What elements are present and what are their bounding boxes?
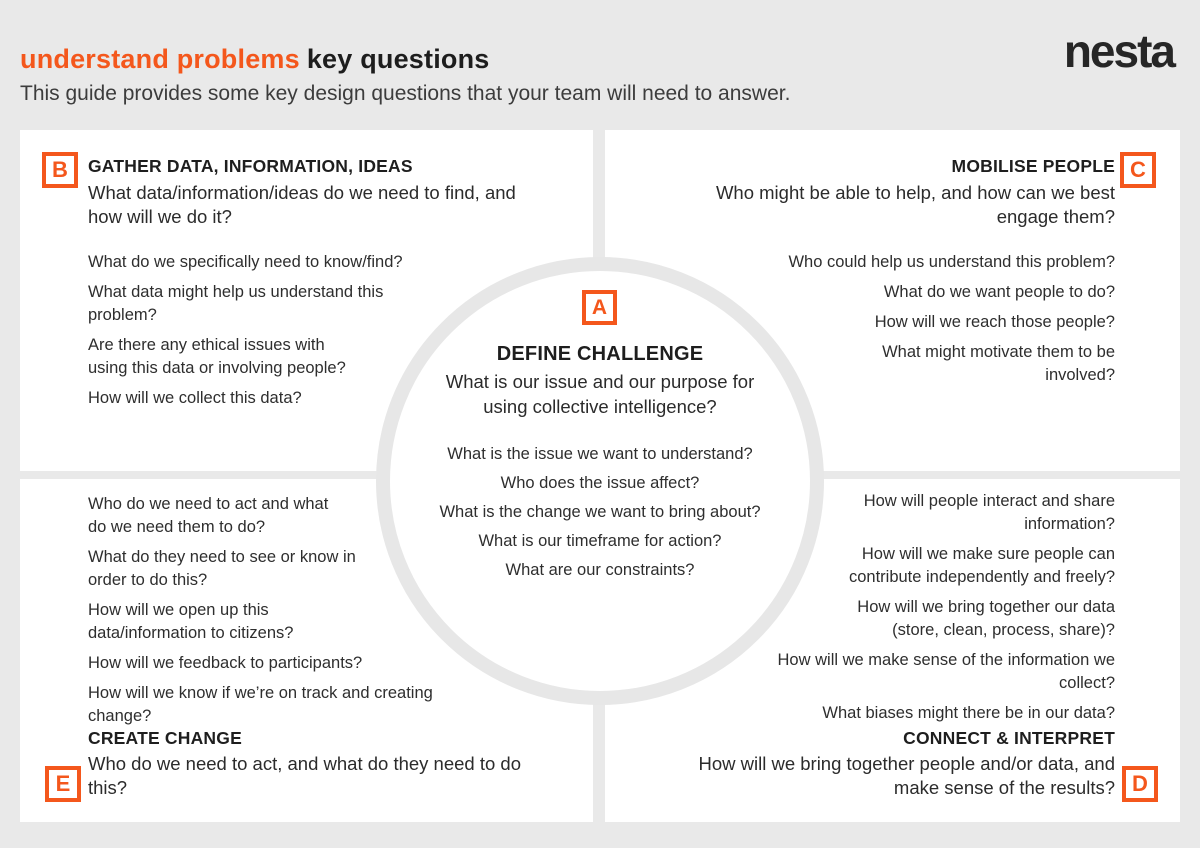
question-item: Who does the issue affect? [500, 474, 700, 492]
question-item: What are our constraints? [505, 561, 695, 579]
badge-d: D [1122, 766, 1158, 802]
badge-e: E [45, 766, 81, 802]
question-item: How will we feedback to participants? [88, 654, 363, 672]
mobilise-people-subtitle: Who might be able to help, and how can we best engage them? [715, 182, 1115, 227]
question-item: What do they need to see or know in order to do this? [88, 548, 356, 589]
question-item: What might motivate them to be involved? [882, 343, 1115, 384]
connect-interpret-subtitle: How will we bring together people and/or data, and make sense of the results? [698, 753, 1115, 798]
question-item: How will we open up this data/information to citizens? [88, 601, 294, 642]
question-item: How will we bring together our data (store, clean, process, share)? [857, 598, 1115, 639]
question-item: What do we want people to do? [883, 283, 1115, 301]
create-change-subtitle: Who do we need to act, and what do they need to do this? [88, 753, 521, 798]
question-item: How will we reach those people? [874, 313, 1115, 331]
badge-a: A [582, 290, 617, 325]
page-title-highlight: understand problems [20, 44, 300, 74]
question-item: Are there any ethical issues with using this data or involving people? [88, 336, 346, 377]
badge-b: B [42, 152, 78, 188]
badge-c: C [1120, 152, 1156, 188]
question-item: How will we collect this data? [88, 389, 302, 407]
page-title-rest: key questions [306, 44, 490, 74]
question-item: How will people interact and share information? [863, 492, 1115, 533]
page-subtitle: This guide provides some key design questions that your team will need to answer. [20, 82, 791, 105]
define-challenge-title: DEFINE CHALLENGE [496, 343, 704, 365]
define-challenge-subtitle: What is our issue and our purpose for using collective intelligence? [445, 371, 755, 417]
question-item: What is the change we want to bring about? [439, 503, 761, 521]
gather-data-subtitle: What data/information/ideas do we need to find, and how will we do it? [88, 182, 516, 227]
question-item: How will we make sure people can contribute independently and freely? [848, 545, 1115, 586]
connect-interpret-title: CONNECT & INTERPRET [903, 728, 1115, 748]
mobilise-people-title: MOBILISE PEOPLE [951, 156, 1115, 176]
connect-interpret-questions [767, 490, 1115, 732]
question-item: What biases might there be in our data? [822, 704, 1115, 722]
page-title [20, 44, 490, 75]
question-item: How will we make sense of the information we collect? [777, 651, 1115, 692]
gather-data-title: GATHER DATA, INFORMATION, IDEAS [88, 156, 413, 176]
question-item: What is our timeframe for action? [478, 532, 722, 550]
question-item: Who could help us understand this problem? [788, 253, 1115, 271]
mobilise-people-questions [788, 251, 1115, 394]
create-change-title: CREATE CHANGE [88, 728, 242, 748]
question-item: Who do we need to act and what do we need them to do? [88, 495, 329, 536]
create-change-questions [88, 493, 476, 735]
nesta-logo: nesta [1063, 25, 1174, 77]
question-item: What is the issue we want to understand? [447, 445, 753, 463]
question-item: What do we specifically need to know/find? [88, 253, 403, 271]
gather-data-questions [88, 251, 418, 417]
question-item: What data might help us understand this problem? [88, 283, 384, 324]
question-item: How will we know if we’re on track and creating change? [88, 684, 433, 725]
